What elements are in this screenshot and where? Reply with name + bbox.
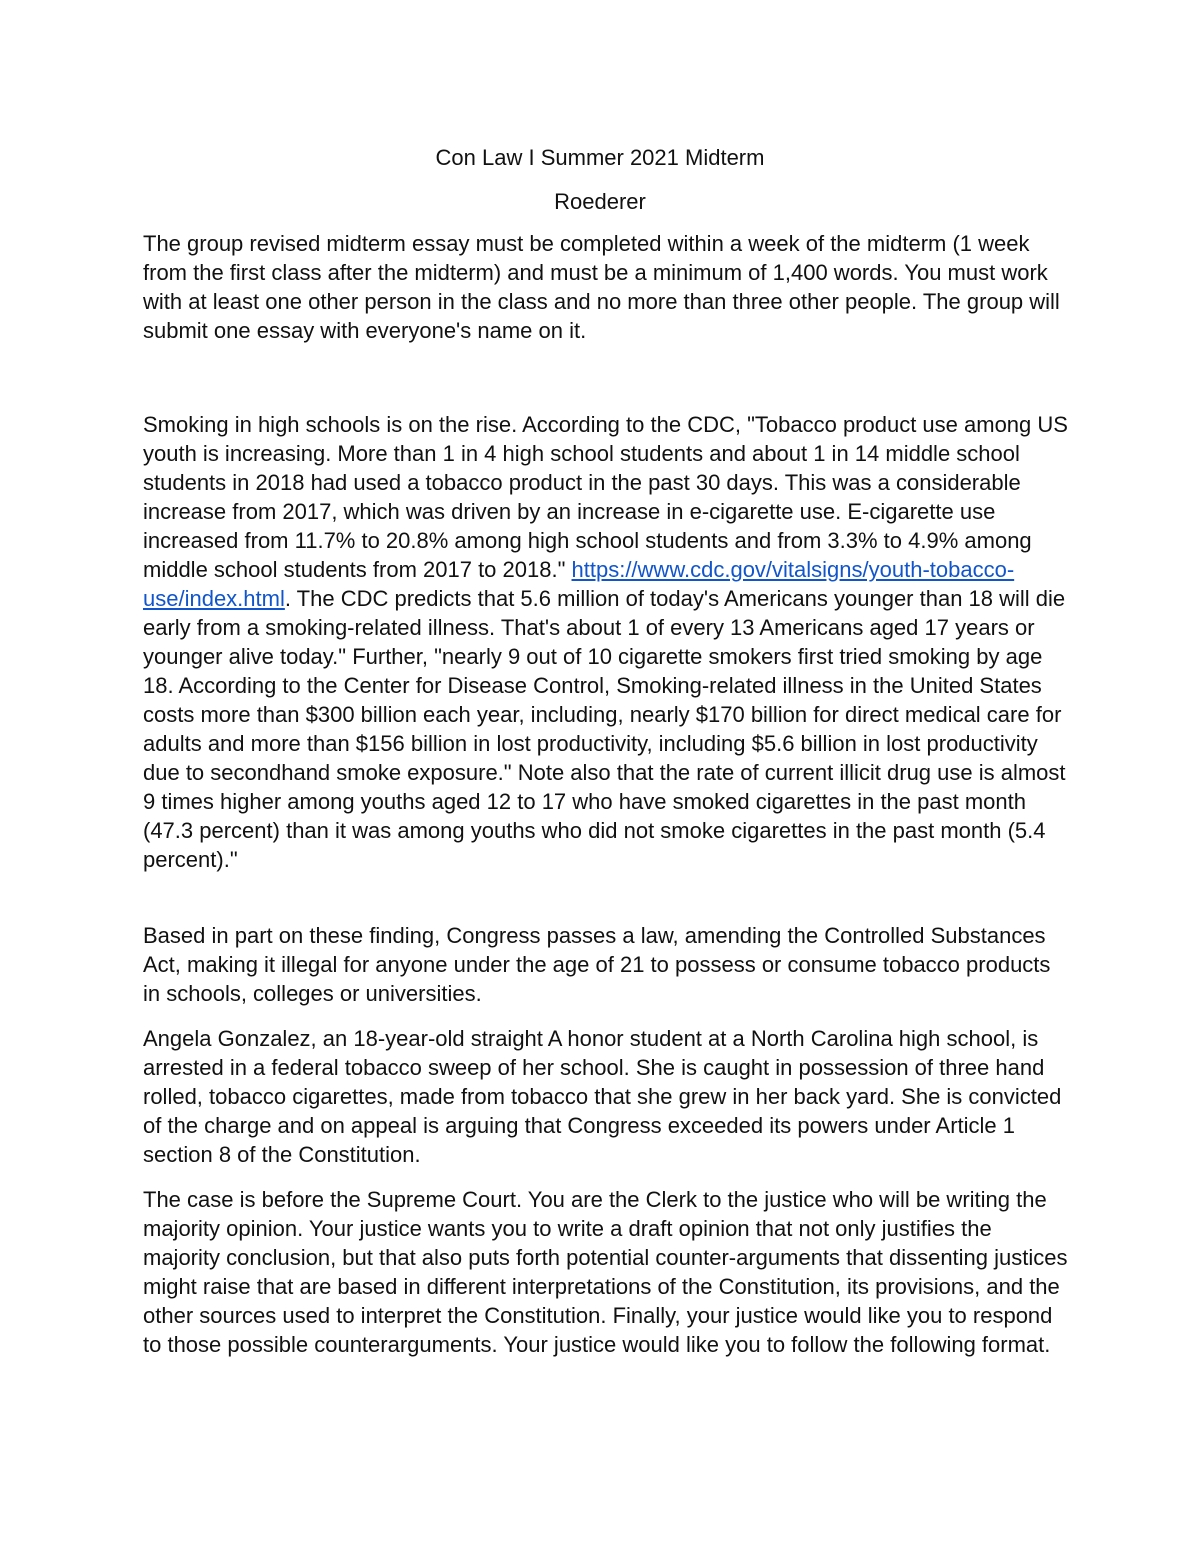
document-author: Roederer <box>554 189 646 214</box>
instructions-paragraph: The group revised midterm essay must be completed within a week of the midterm (1 week from the first class after the midterm) and must be a minimum of 1,400 words. You must work with at least one other person in the class and no more than three other people. The group will submit one essay with everyone's name on it. <box>143 231 1060 343</box>
cdc-link[interactable]: https://www.cdc.gov/vitalsigns/youth-tobacco-use/index.html <box>143 557 1015 611</box>
document-title: Con Law I Summer 2021 Midterm <box>435 145 765 170</box>
law-paragraph: Based in part on these finding, Congress passes a law, amending the Controlled Substances Act, making it illegal for anyone under the age of 21 to possess or consume tobacco products in schools, colleges or universities. <box>143 923 1051 1006</box>
facts-paragraph <box>143 410 1073 874</box>
task-paragraph: The case is before the Supreme Court. You are the Clerk to the justice who will be writing the majority opinion. Your justice wants you to write a draft opinion that not only justifies the majority conclusion, but that also puts forth potential counter-arguments that dissenting justices might raise that are based in different interpretations of the Constitution, its provisions, and the other sources used to interpret the Constitution. Finally, your justice would like you to respond to those possible counterarguments. Your justice would like you to follow the following format. <box>143 1187 1068 1357</box>
case-paragraph: Angela Gonzalez, an 18-year-old straight A honor student at a North Carolina high school, is arrested in a federal tobacco sweep of her school. She is caught in possession of three hand rolled, tobacco cigarettes, made from tobacco that she grew in her back yard. She is convicted of the charge and on appeal is arguing that Congress exceeded its powers under Article 1 section 8 of the Constitution. <box>143 1026 1062 1167</box>
facts-text-after-link: . The CDC predicts that 5.6 million of today's Americans younger than 18 will die early from a smoking-related illness. That's about 1 of every 13 Americans aged 17 years or younger alive today." Further, "nearly 9 out of 10 cigarette smokers first tried smoking by age 18. According to the Center for Disease Control, Smoking-related illness in the United States costs more than $300 billion each year, including, nearly $170 billion for direct medical care for adults and more than $156 billion in lost productivity, including $5.6 billion in lost productivity due to secondhand smoke exposure." Note also that the rate of current illicit drug use is almost 9 times higher among youths aged 12 to 17 who have smoked cigarettes in the past month (47.3 percent) than it was among youths who did not smoke cigarettes in the past month (5.4 percent)." <box>143 586 1066 872</box>
facts-text-before-link: Smoking in high schools is on the rise. According to the CDC, "Tobacco product use among US youth is increasing. More than 1 in 4 high school students and about 1 in 14 middle school students in 2018 had used a tobacco product in the past 30 days. This was a considerable increase from 2017, which was driven by an increase in e-cigarette use. E-cigarette use increased from 11.7% to 20.8% among high school students and from 3.3% to 4.9% among middle school students from 2017 to 2018." <box>143 412 1068 582</box>
